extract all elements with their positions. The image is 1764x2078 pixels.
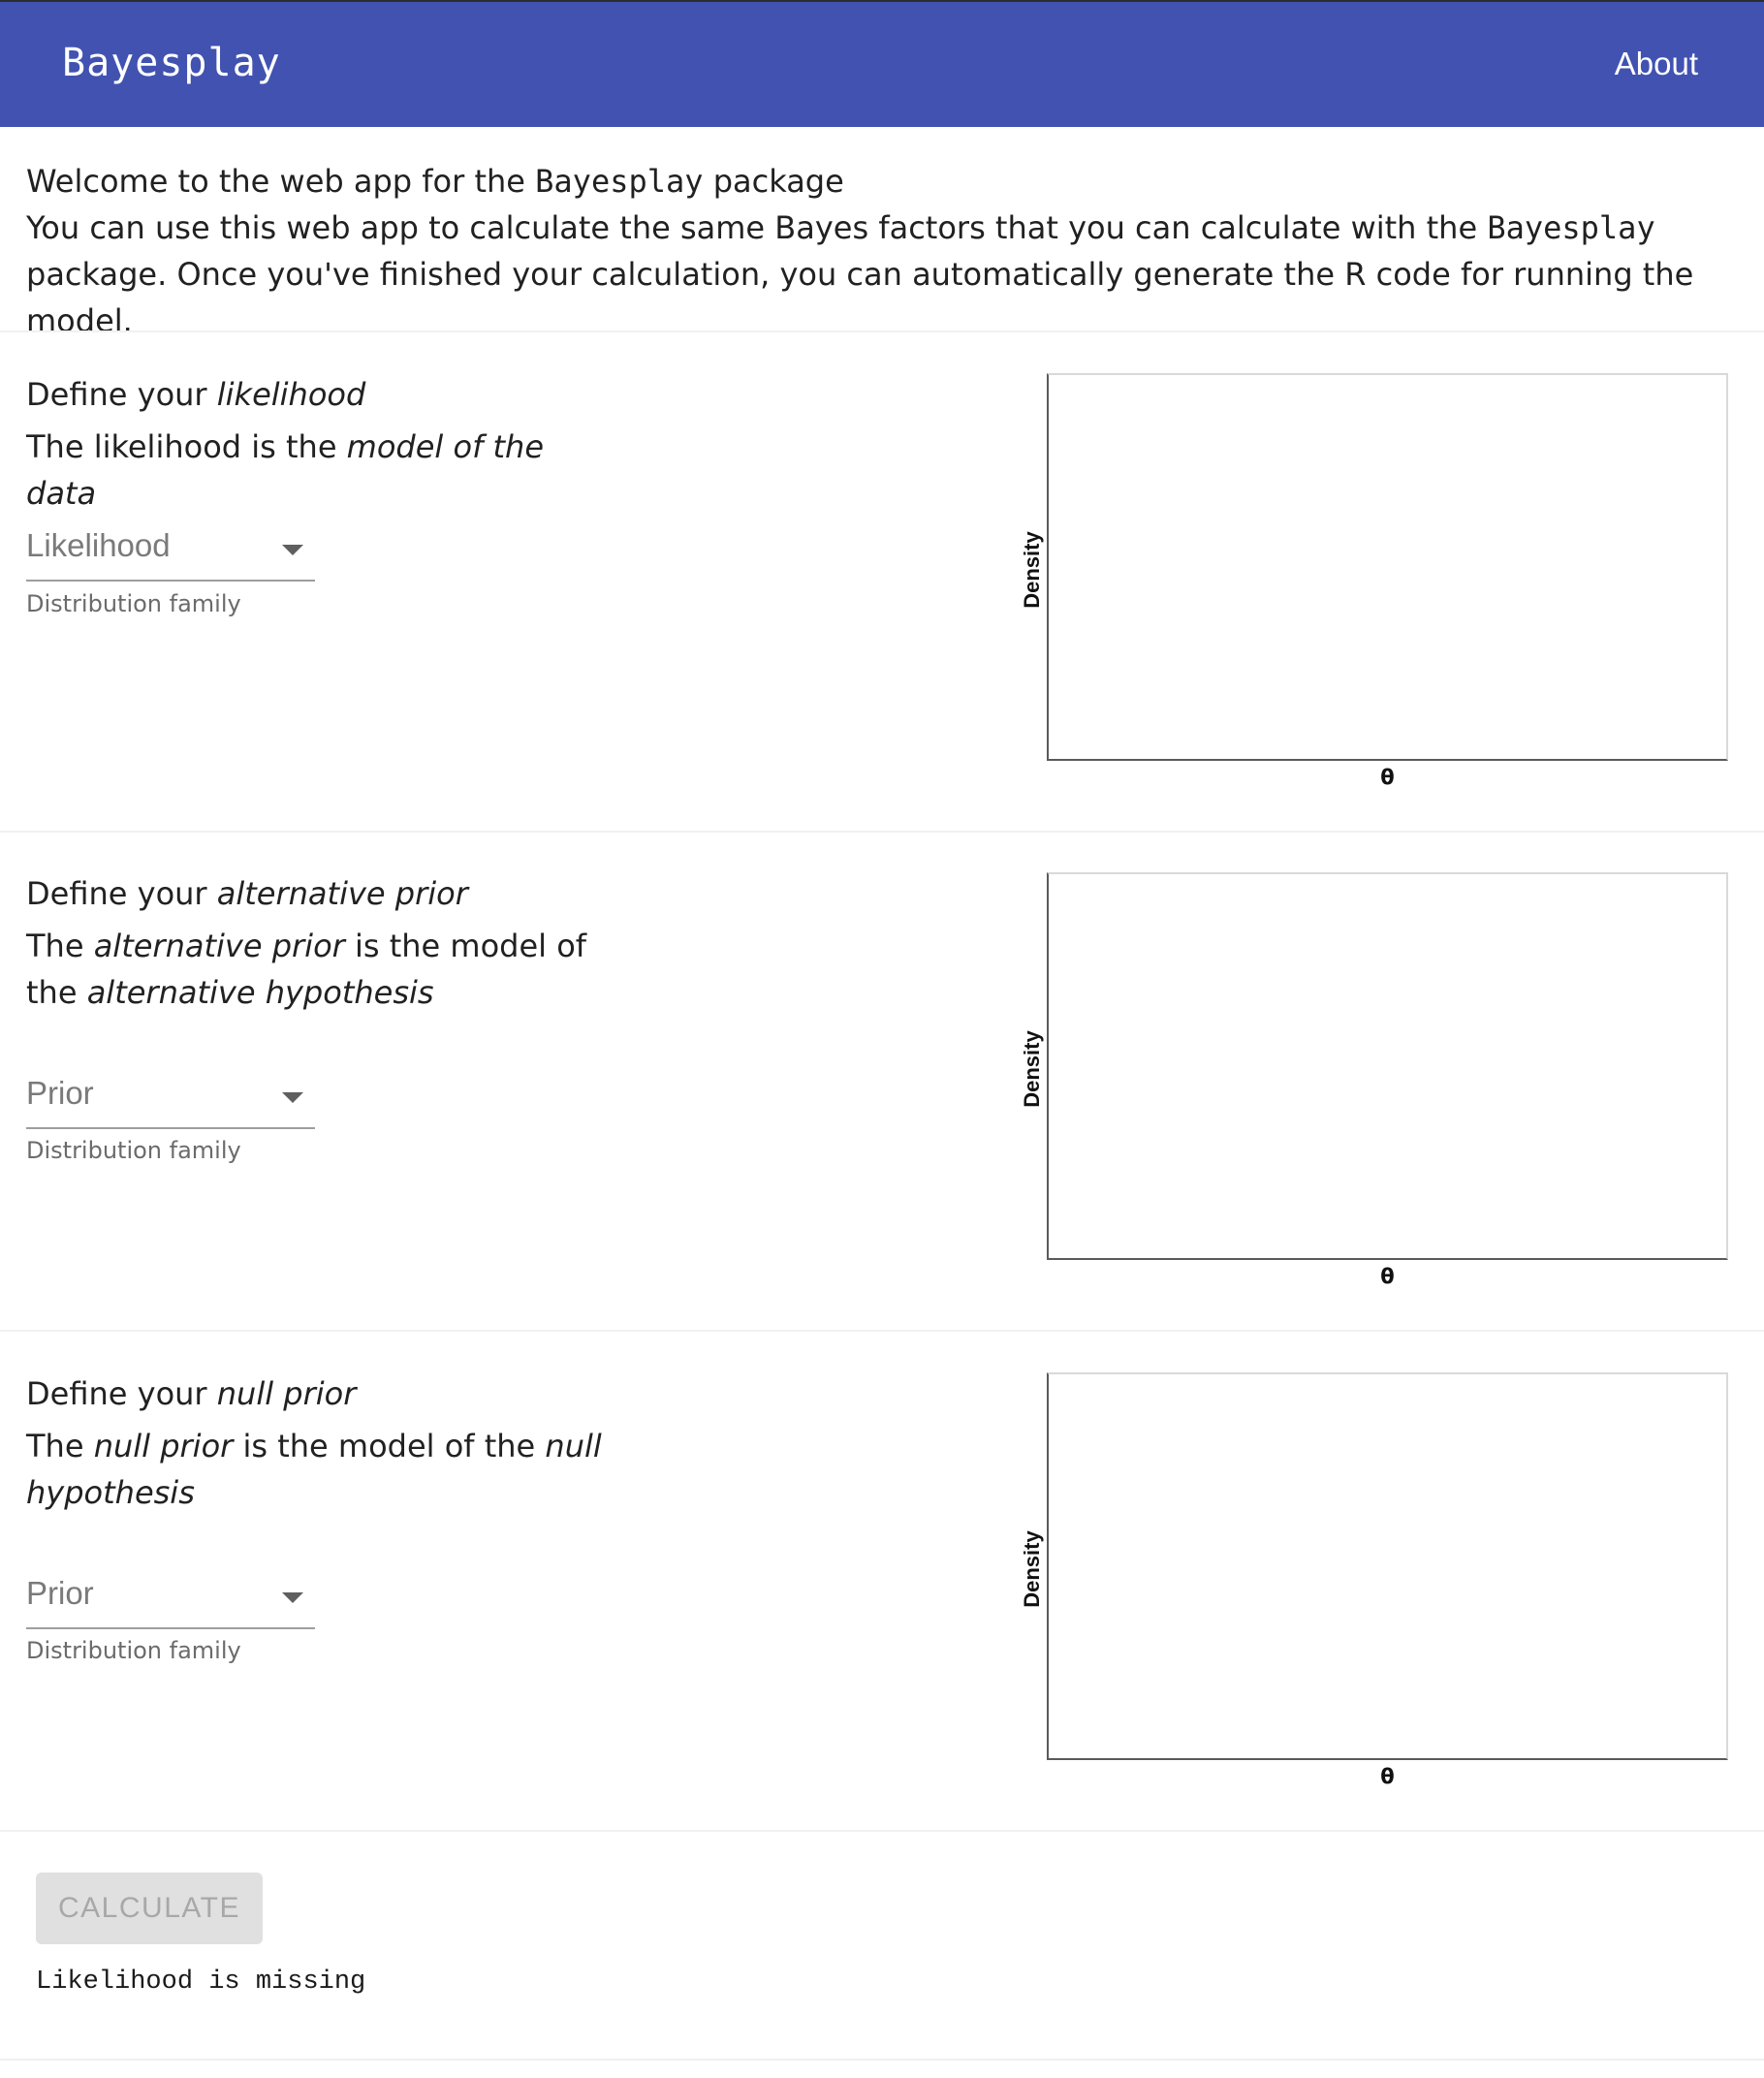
alternative-prior-family-select[interactable]: [26, 1071, 315, 1129]
app-bar: [0, 0, 1764, 127]
likelihood-helper-text: Distribution family: [26, 590, 241, 617]
likelihood-family-select[interactable]: [26, 523, 315, 582]
likelihood-section: [0, 373, 1764, 872]
alternative-prior-section: [0, 872, 1764, 1371]
plot-x-axis-label: θ: [1380, 1765, 1395, 1788]
package-name: Bayesplay: [1487, 209, 1655, 246]
plot-y-axis-label: Density: [1020, 1530, 1044, 1608]
alternative-prior-select-value: Prior: [26, 1075, 94, 1111]
null-prior-select-value: Prior: [26, 1575, 94, 1611]
likelihood-plot: [1013, 373, 1730, 800]
divider: [0, 1330, 1764, 1332]
divider: [0, 331, 1764, 332]
null-prior-helper-text: Distribution family: [26, 1637, 241, 1664]
plot-area: [1047, 872, 1728, 1260]
chevron-down-icon: [282, 1092, 303, 1103]
chevron-down-icon: [282, 1592, 303, 1603]
package-name: Bayesplay: [535, 163, 704, 200]
plot-x-axis-label: θ: [1380, 1265, 1395, 1288]
app-title[interactable]: Bayesplay: [62, 41, 281, 85]
status-message: Likelihood is missing: [36, 1968, 366, 1997]
welcome-line: Welcome to the web app for the Bayesplay package: [26, 163, 844, 200]
likelihood-title: Define your likelihood: [26, 376, 366, 413]
about-link[interactable]: About: [1614, 46, 1698, 81]
plot-area: [1047, 1372, 1728, 1760]
null-prior-title: Define your null prior: [26, 1375, 357, 1412]
divider: [0, 2059, 1764, 2061]
null-prior-plot: [1013, 1372, 1730, 1799]
likelihood-select-value: Likelihood: [26, 527, 171, 563]
null-prior-section: [0, 1372, 1764, 1872]
alternative-prior-title: Define your alternative prior: [26, 875, 468, 912]
calculate-button[interactable]: CALCULATE: [36, 1873, 263, 1944]
plot-x-axis-label: θ: [1380, 766, 1395, 789]
alternative-prior-helper-text: Distribution family: [26, 1137, 241, 1164]
plot-area: [1047, 373, 1728, 761]
likelihood-description: The likelihood is the model of the data: [26, 428, 545, 512]
divider: [0, 1830, 1764, 1832]
chevron-down-icon: [282, 545, 303, 555]
intro-description: You can use this web app to calculate the same Bayes factors that you can calculate with the Bayesplay package. Once you've finished your calculation, you can automatically generate the R code for running the model.: [26, 209, 1694, 339]
plot-y-axis-label: Density: [1020, 1030, 1044, 1108]
plot-y-axis-label: Density: [1020, 531, 1044, 609]
intro-text: [26, 158, 1751, 344]
alternative-prior-description: The alternative prior is the model of the alternative hypothesis: [26, 928, 587, 1011]
alternative-prior-plot: [1013, 872, 1730, 1299]
divider: [0, 831, 1764, 833]
null-prior-description: The null prior is the model of the null hypothesis: [26, 1428, 602, 1511]
null-prior-family-select[interactable]: [26, 1571, 315, 1629]
